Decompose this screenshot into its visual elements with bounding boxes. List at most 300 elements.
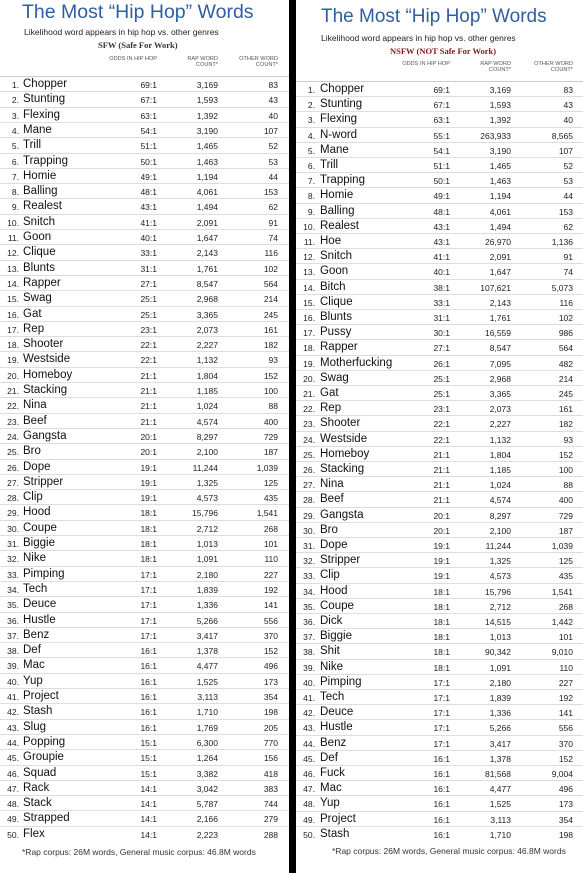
rank-cell: 12. — [7, 248, 19, 259]
word-cell: Dick — [320, 615, 343, 627]
rank-cell: 6. — [307, 161, 315, 171]
rap-count-cell: 4,477 — [196, 661, 218, 672]
rank-cell: 47. — [7, 783, 19, 794]
odds-cell: 41:1 — [140, 217, 157, 228]
word-cell: Benz — [23, 628, 50, 641]
rap-count-cell: 11,244 — [485, 541, 511, 551]
word-cell: Yup — [23, 674, 43, 687]
word-cell: Trill — [320, 159, 339, 171]
table-row — [0, 367, 289, 382]
odds-cell: 38:1 — [433, 282, 450, 293]
rank-cell: 40. — [7, 676, 19, 687]
rank-cell: 1. — [11, 80, 19, 90]
table-row — [296, 172, 583, 187]
rank-cell: 43. — [303, 723, 315, 734]
rap-count-cell: 7,095 — [489, 358, 511, 369]
table-row — [0, 504, 289, 519]
other-count-cell: 496 — [263, 661, 278, 672]
word-cell: Clique — [320, 295, 353, 308]
rap-count-cell: 2,712 — [196, 523, 218, 534]
table-row — [296, 811, 583, 826]
table-row — [296, 142, 583, 157]
rank-cell: 48. — [7, 799, 19, 810]
table-row — [0, 489, 289, 504]
rank-cell: 46. — [303, 769, 315, 779]
other-count-cell: 556 — [558, 723, 573, 734]
other-count-cell: 496 — [558, 784, 573, 795]
rank-cell: 10. — [303, 221, 315, 232]
odds-cell: 21:1 — [140, 416, 157, 427]
odds-cell: 21:1 — [140, 370, 157, 381]
table-row — [0, 673, 289, 688]
corpus-footnote: *Rap corpus: 26M words, General music corpus: 46.8M words — [332, 846, 566, 856]
other-count-cell: 192 — [263, 584, 278, 595]
word-cell: Slug — [23, 720, 47, 733]
odds-cell: 22:1 — [433, 419, 450, 430]
table-row — [0, 657, 289, 672]
rap-count-column-header: RAP WORD COUNT* — [187, 56, 218, 69]
odds-cell: 23:1 — [140, 324, 157, 335]
word-cell: Stack — [23, 797, 52, 810]
table-row — [296, 127, 583, 142]
table-row — [296, 476, 583, 491]
rap-count-cell: 1,465 — [489, 161, 511, 171]
table-row — [0, 321, 289, 336]
rap-count-cell: 2,143 — [489, 297, 511, 308]
odds-cell: 54:1 — [140, 125, 157, 136]
other-count-cell: 74 — [563, 267, 573, 278]
rap-count-cell: 2,712 — [489, 601, 511, 612]
rap-count-cell: 8,547 — [489, 343, 511, 354]
rap-count-cell: 90,342 — [485, 647, 511, 658]
word-cell: Stripper — [23, 475, 64, 488]
odds-cell: 40:1 — [140, 233, 157, 243]
table-row — [0, 688, 289, 703]
other-count-cell: 214 — [558, 373, 573, 384]
word-cell: Squad — [23, 766, 57, 779]
table-row — [0, 627, 289, 642]
table-row — [296, 704, 583, 719]
table-row — [0, 382, 289, 397]
table-row — [0, 428, 289, 443]
table-row — [0, 290, 289, 305]
word-cell: Popping — [23, 735, 66, 748]
odds-cell: 51:1 — [140, 141, 157, 152]
odds-cell: 33:1 — [433, 297, 450, 308]
word-cell: Stacking — [320, 463, 365, 475]
rap-count-cell: 1,839 — [196, 584, 218, 595]
other-count-cell: 152 — [263, 370, 278, 381]
table-row — [296, 324, 583, 339]
word-cell: Def — [23, 644, 41, 657]
table-row — [0, 535, 289, 550]
word-cell: Tech — [320, 691, 345, 703]
odds-cell: 67:1 — [433, 100, 450, 111]
odds-cell: 69:1 — [433, 85, 450, 95]
rap-count-cell: 1,710 — [196, 707, 218, 718]
table-row — [0, 183, 289, 198]
word-cell: Gat — [320, 387, 339, 399]
other-count-cell: 370 — [263, 630, 278, 641]
rap-count-cell: 1,024 — [489, 480, 511, 491]
rank-cell: 20. — [303, 373, 315, 384]
other-count-cell: 101 — [263, 539, 278, 549]
word-cell: Mane — [320, 143, 349, 156]
odds-cell: 19:1 — [140, 477, 157, 488]
odds-cell: 14:1 — [140, 829, 157, 840]
sfw-label: SFW (Safe For Work) — [98, 40, 178, 50]
other-count-cell: 198 — [263, 707, 278, 718]
word-cell: Project — [320, 812, 356, 825]
rap-count-cell: 2,143 — [196, 248, 218, 259]
table-row — [296, 583, 583, 598]
word-cell: Stash — [23, 705, 53, 718]
word-cell: Stacking — [23, 384, 68, 396]
rap-count-cell: 1,013 — [196, 539, 218, 549]
rank-cell: 44. — [7, 737, 19, 748]
word-cell: Trapping — [23, 154, 68, 167]
rank-cell: 6. — [11, 156, 19, 167]
odds-cell: 16:1 — [433, 784, 450, 795]
rank-cell: 13. — [303, 267, 315, 278]
table-row — [296, 491, 583, 506]
word-cell: Stunting — [320, 98, 363, 111]
word-cell: Rep — [23, 322, 45, 335]
table-row — [296, 415, 583, 430]
rap-count-cell: 1,647 — [196, 233, 218, 243]
odds-cell: 18:1 — [140, 508, 157, 519]
other-count-cell: 744 — [263, 799, 278, 810]
rank-cell: 18. — [7, 340, 19, 351]
table-row — [296, 446, 583, 461]
word-cell: Flexing — [23, 108, 61, 121]
other-count-cell: 152 — [263, 646, 278, 657]
word-cell: Stripper — [320, 554, 361, 567]
other-count-cell: 152 — [558, 449, 573, 460]
rank-cell: 32. — [7, 554, 19, 565]
other-count-cell: 44 — [563, 191, 573, 202]
rap-count-cell: 14,515 — [485, 617, 511, 627]
table-row — [0, 413, 289, 428]
rank-cell: 4. — [307, 130, 315, 141]
panel-title: The Most “Hip Hop” Words — [321, 6, 547, 27]
word-cell: Gangsta — [320, 508, 364, 521]
table-row — [0, 826, 289, 841]
odds-cell: 69:1 — [140, 80, 157, 90]
other-count-cell: 564 — [558, 343, 573, 354]
table-row — [0, 153, 289, 168]
rank-cell: 17. — [303, 328, 315, 339]
odds-cell: 51:1 — [433, 161, 450, 171]
rank-cell: 20. — [7, 370, 19, 381]
other-count-cell: 153 — [263, 187, 278, 198]
other-count-column-header: OTHER WORD COUNT* — [239, 56, 278, 69]
rap-count-cell: 2,180 — [196, 569, 218, 580]
rank-cell: 28. — [7, 493, 19, 504]
odds-cell: 27:1 — [433, 343, 450, 354]
word-cell: Westside — [23, 353, 71, 366]
rap-count-cell: 3,169 — [489, 85, 511, 95]
other-count-cell: 40 — [268, 110, 278, 121]
odds-column-header: ODDS IN HIP HOP — [109, 56, 157, 62]
table-row — [296, 735, 583, 750]
other-count-cell: 435 — [558, 571, 573, 582]
other-count-cell: 53 — [268, 156, 278, 167]
word-cell: Hood — [23, 506, 51, 519]
rap-count-cell: 1,769 — [196, 722, 218, 733]
rank-cell: 50. — [303, 829, 315, 840]
rap-count-cell: 4,573 — [489, 571, 511, 582]
odds-cell: 21:1 — [140, 401, 157, 412]
odds-cell: 19:1 — [433, 541, 450, 551]
rank-cell: 32. — [303, 556, 315, 567]
rap-count-cell: 2,968 — [489, 373, 511, 384]
rank-cell: 23. — [7, 416, 19, 427]
table-row — [0, 550, 289, 565]
odds-cell: 19:1 — [140, 462, 157, 473]
rank-cell: 28. — [303, 495, 315, 506]
other-count-cell: 156 — [263, 753, 278, 764]
rank-cell: 26. — [7, 462, 19, 473]
table-row — [296, 385, 583, 400]
word-cell: Flexing — [320, 113, 358, 126]
odds-cell: 25:1 — [433, 389, 450, 399]
word-cell: Bro — [320, 523, 338, 536]
rank-cell: 25. — [7, 447, 19, 458]
word-cell: N-word — [320, 128, 358, 141]
word-cell: Pimping — [320, 675, 362, 688]
rank-cell: 50. — [7, 829, 19, 840]
odds-cell: 18:1 — [433, 647, 450, 658]
rap-count-cell: 5,787 — [196, 799, 218, 810]
rap-count-cell: 8,547 — [196, 278, 218, 289]
table-row — [0, 734, 289, 749]
rank-cell: 33. — [7, 569, 19, 580]
word-cell: Rack — [23, 781, 50, 794]
table-row — [296, 567, 583, 582]
other-count-cell: 205 — [263, 722, 278, 733]
odds-cell: 21:1 — [140, 386, 157, 396]
rap-count-cell: 1,593 — [196, 95, 218, 106]
rank-cell: 11. — [7, 233, 19, 243]
word-cell: Trapping — [320, 174, 365, 187]
table-row — [296, 157, 583, 172]
odds-cell: 16:1 — [140, 707, 157, 718]
word-cell: Realest — [320, 219, 359, 232]
rank-cell: 15. — [7, 294, 19, 305]
rank-cell: 31. — [303, 541, 315, 551]
word-cell: Beef — [23, 414, 47, 427]
word-cell: Mac — [320, 782, 342, 795]
other-count-cell: 9,004 — [551, 769, 573, 779]
odds-cell: 17:1 — [433, 708, 450, 719]
rap-count-cell: 1,593 — [489, 100, 511, 111]
odds-cell: 48:1 — [433, 206, 450, 217]
other-count-cell: 192 — [558, 693, 573, 703]
other-count-cell: 8,565 — [551, 130, 573, 141]
other-count-cell: 182 — [558, 419, 573, 430]
odds-cell: 19:1 — [140, 493, 157, 504]
rap-count-cell: 1,761 — [196, 263, 218, 274]
word-cell: Motherfucking — [320, 356, 393, 369]
rap-count-cell: 3,417 — [196, 630, 218, 641]
table-row — [0, 137, 289, 152]
other-count-cell: 9,010 — [551, 647, 573, 658]
odds-cell: 18:1 — [433, 617, 450, 627]
odds-cell: 18:1 — [140, 539, 157, 549]
table-row — [296, 659, 583, 674]
rank-cell: 9. — [307, 206, 315, 217]
other-count-cell: 1,039 — [551, 541, 573, 551]
rank-cell: 44. — [303, 738, 315, 749]
odds-cell: 31:1 — [433, 313, 450, 323]
odds-cell: 63:1 — [433, 115, 450, 126]
table-row — [0, 306, 289, 321]
rank-cell: 14. — [7, 278, 19, 289]
table-row — [0, 596, 289, 611]
table-row — [296, 537, 583, 552]
odds-cell: 17:1 — [433, 677, 450, 688]
table-row — [0, 612, 289, 627]
other-count-cell: 245 — [263, 309, 278, 320]
rank-cell: 16. — [7, 309, 19, 320]
rap-count-cell: 8,297 — [489, 510, 511, 521]
odds-cell: 25:1 — [140, 309, 157, 320]
word-cell: Mane — [23, 123, 52, 136]
word-cell: Snitch — [320, 250, 352, 263]
table-row — [296, 96, 583, 111]
rank-cell: 47. — [303, 784, 315, 795]
rank-cell: 21. — [7, 386, 19, 396]
table-row — [296, 233, 583, 248]
rank-cell: 22. — [7, 401, 19, 412]
panel-title: The Most “Hip Hop” Words — [22, 1, 254, 23]
rap-count-cell: 263,933 — [480, 130, 511, 141]
other-count-cell: 116 — [559, 297, 573, 308]
odds-cell: 33:1 — [140, 248, 157, 259]
rap-count-cell: 1,525 — [196, 676, 218, 687]
other-count-cell: 152 — [558, 753, 573, 764]
word-cell: Rapper — [320, 341, 358, 354]
other-count-cell: 43 — [268, 95, 278, 106]
rap-count-cell: 3,365 — [196, 309, 218, 320]
rap-count-cell: 4,574 — [196, 416, 218, 427]
rank-cell: 15. — [303, 297, 315, 308]
odds-cell: 17:1 — [433, 738, 450, 749]
rap-count-cell: 16,559 — [485, 328, 511, 339]
rap-count-cell: 1,463 — [489, 176, 511, 187]
odds-cell: 18:1 — [433, 632, 450, 643]
rap-count-cell: 1,525 — [489, 799, 511, 810]
table-row — [0, 214, 289, 229]
word-cell: Shit — [320, 645, 340, 658]
table-row — [0, 260, 289, 275]
odds-cell: 14:1 — [140, 799, 157, 810]
rank-cell: 49. — [303, 814, 315, 825]
rap-count-cell: 3,190 — [489, 145, 511, 156]
table-row — [0, 107, 289, 122]
word-cell: Dope — [320, 539, 348, 551]
table-row — [0, 765, 289, 780]
word-cell: Homie — [23, 169, 57, 182]
word-cell: Dope — [23, 460, 51, 473]
word-cell: Hood — [320, 584, 348, 597]
word-cell: Clip — [23, 491, 43, 504]
rap-count-cell: 2,091 — [196, 217, 218, 228]
word-cell: Homie — [320, 189, 354, 202]
other-count-cell: 400 — [558, 495, 573, 506]
odds-cell: 16:1 — [140, 676, 157, 687]
rank-cell: 17. — [7, 324, 19, 335]
odds-cell: 17:1 — [140, 584, 157, 595]
other-count-cell: 182 — [263, 340, 278, 351]
table-row — [296, 111, 583, 126]
odds-cell: 17:1 — [433, 693, 450, 703]
rank-cell: 25. — [303, 449, 315, 460]
other-count-cell: 383 — [263, 783, 278, 794]
rap-count-cell: 4,573 — [196, 493, 218, 504]
rap-count-cell: 4,061 — [196, 187, 218, 198]
rank-cell: 5. — [307, 145, 315, 156]
odds-cell: 67:1 — [140, 95, 157, 106]
odds-cell: 21:1 — [433, 495, 450, 506]
rank-cell: 21. — [303, 389, 315, 399]
other-count-cell: 100 — [558, 465, 573, 475]
odds-cell: 23:1 — [433, 404, 450, 415]
table-row — [296, 826, 583, 841]
rap-count-cell: 1,804 — [196, 370, 218, 381]
other-count-cell: 88 — [563, 480, 573, 491]
rank-cell: 29. — [7, 508, 19, 519]
word-cell: Realest — [23, 200, 62, 213]
word-cell: Biggie — [320, 630, 352, 643]
other-count-cell: 214 — [263, 294, 278, 305]
odds-cell: 48:1 — [140, 187, 157, 198]
rap-count-cell: 1,804 — [489, 449, 511, 460]
table-row — [296, 461, 583, 476]
table-row — [0, 474, 289, 489]
rap-count-cell: 1,264 — [196, 753, 218, 764]
word-cell: Balling — [320, 204, 355, 217]
rank-cell: 37. — [7, 630, 19, 641]
other-count-cell: 110 — [559, 662, 573, 673]
rap-count-cell: 1,024 — [196, 401, 218, 412]
rap-count-cell: 1,392 — [196, 110, 218, 121]
word-cell: Nina — [320, 478, 344, 491]
other-count-cell: 418 — [263, 768, 278, 779]
rap-count-cell: 6,300 — [196, 737, 218, 748]
other-count-cell: 93 — [563, 434, 573, 445]
rap-count-cell: 1,710 — [489, 829, 511, 840]
word-cell: Beef — [320, 493, 344, 506]
panel-subtitle: Likelihood word appears in hip hop vs. other genres — [24, 27, 219, 37]
other-count-cell: 62 — [563, 221, 573, 232]
odds-cell: 16:1 — [140, 661, 157, 672]
rank-cell: 40. — [303, 677, 315, 688]
word-cell: Hoe — [320, 235, 342, 247]
table-row — [296, 507, 583, 522]
table-row — [296, 719, 583, 734]
rap-count-cell: 1,325 — [196, 477, 218, 488]
word-cell: Stash — [320, 827, 350, 840]
word-cell: Goon — [23, 231, 52, 243]
rank-cell: 35. — [7, 600, 19, 611]
table-row — [296, 279, 583, 294]
other-count-cell: 729 — [558, 510, 573, 521]
odds-cell: 20:1 — [140, 447, 157, 458]
word-cell: Blunts — [320, 311, 352, 323]
other-count-cell: 400 — [263, 416, 278, 427]
